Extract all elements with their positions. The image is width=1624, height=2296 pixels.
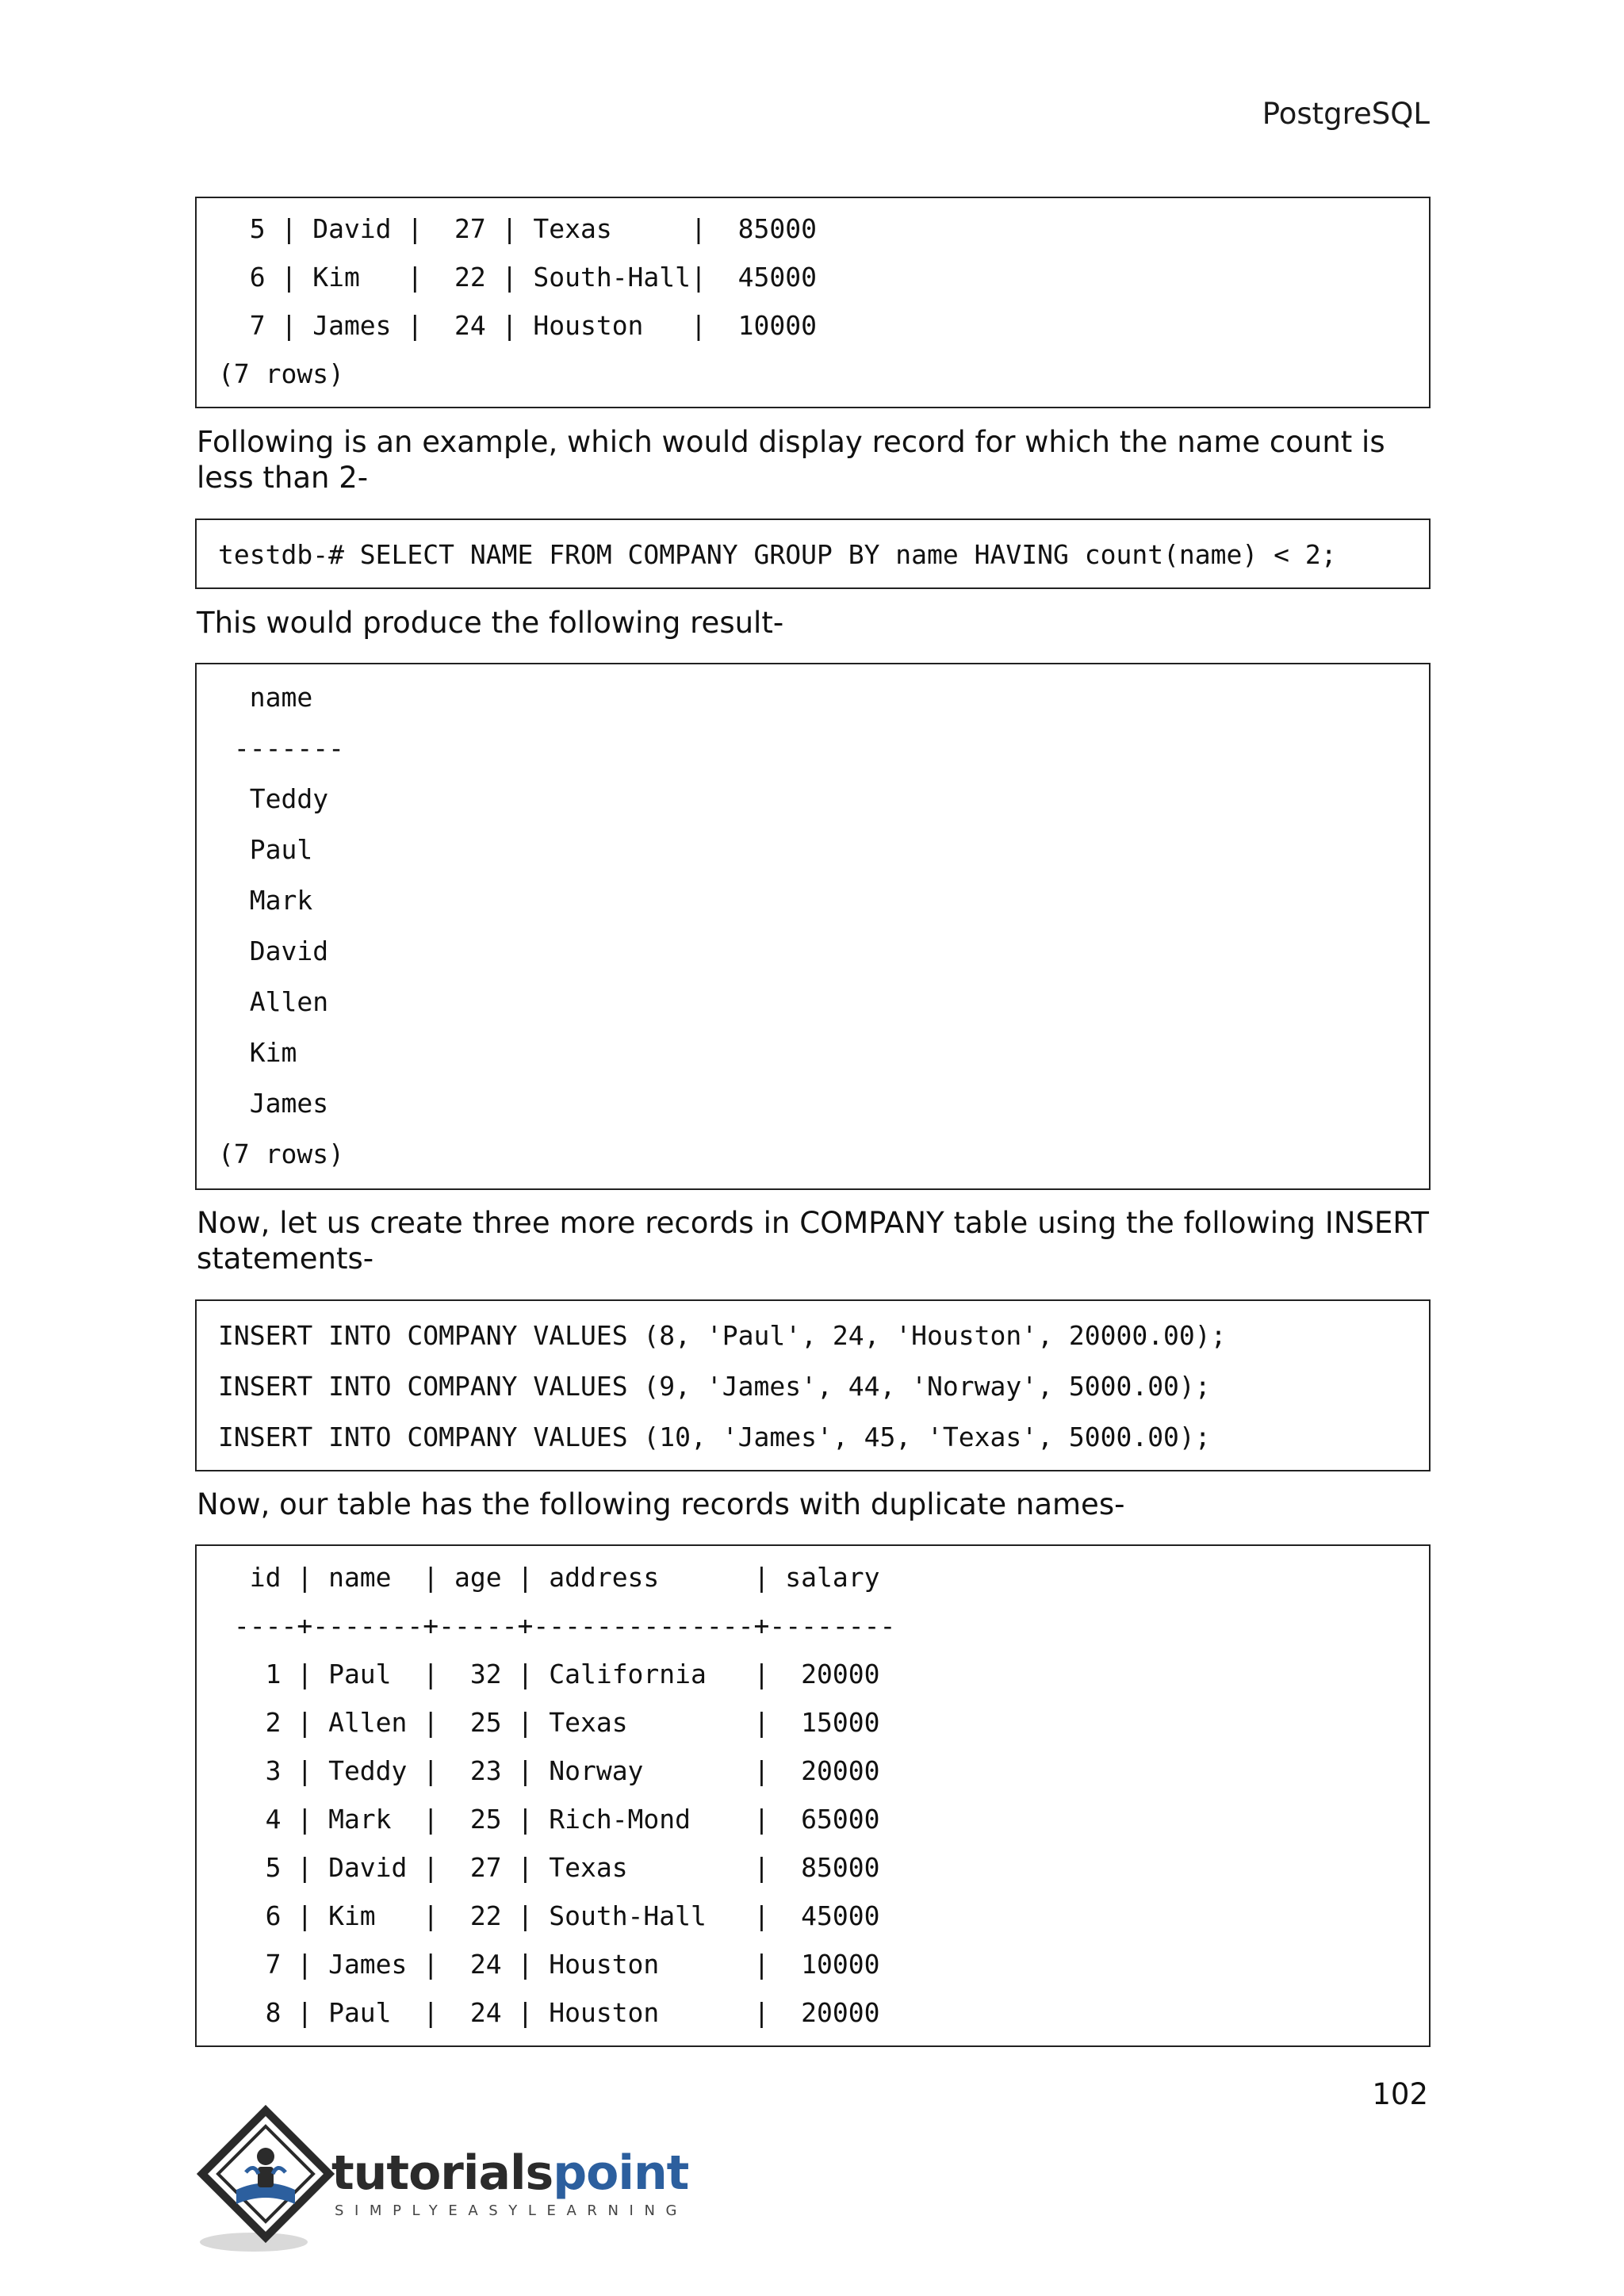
table-row: 5 | David | 27 | Texas | 85000 xyxy=(218,1852,880,1883)
paragraph-result-intro: This would produce the following result- xyxy=(197,606,784,640)
code-line: David xyxy=(218,936,329,966)
code-line: ------- xyxy=(218,733,344,763)
records-table-block xyxy=(195,1544,1431,2047)
code-line: (7 rows) xyxy=(218,1138,344,1169)
tutorialspoint-logo xyxy=(190,2101,689,2260)
logo-wordmark xyxy=(331,2145,688,2201)
logo-word-point: point xyxy=(553,2145,689,2201)
table-row: 6 | Kim | 22 | South-Hall | 45000 xyxy=(218,1900,880,1931)
table-row: 8 | Paul | 24 | Houston | 20000 xyxy=(218,1997,880,2028)
table-row: 1 | Paul | 32 | California | 20000 xyxy=(218,1659,880,1689)
code-line: INSERT INTO COMPANY VALUES (10, 'James', 45, 'Texas', 5000.00); xyxy=(218,1422,1211,1452)
code-line: 7 | James | 24 | Houston | 10000 xyxy=(218,310,817,341)
code-line: Allen xyxy=(218,986,329,1017)
logo-word-tutorials: tutorials xyxy=(331,2145,553,2201)
tutorialspoint-logo-icon xyxy=(190,2101,349,2260)
code-line: 6 | Kim | 22 | South-Hall| 45000 xyxy=(218,262,817,293)
code-line: 5 | David | 27 | Texas | 85000 xyxy=(218,213,817,244)
having-query-block xyxy=(195,519,1431,589)
table-row: 7 | James | 24 | Houston | 10000 xyxy=(218,1949,880,1980)
table-row: 3 | Teddy | 23 | Norway | 20000 xyxy=(218,1755,880,1786)
table-separator: ----+-------+-----+--------------+-------- xyxy=(218,1610,896,1641)
page-header-title: PostgreSQL xyxy=(1262,97,1430,131)
code-line: Mark xyxy=(218,885,313,916)
paragraph-duplicates-intro: Now, our table has the following records with duplicate names- xyxy=(197,1487,1125,1521)
result-continued-block xyxy=(195,197,1431,408)
paragraph-having-intro: Following is an example, which would display record for which the name count is less than 2- xyxy=(197,425,1385,495)
code-line: testdb-# SELECT NAME FROM COMPANY GROUP BY name HAVING count(name) < 2; xyxy=(218,539,1337,570)
table-row: 4 | Mark | 25 | Rich-Mond | 65000 xyxy=(218,1804,880,1835)
names-result-block xyxy=(195,663,1431,1190)
code-line: name xyxy=(218,682,313,713)
logo-tagline: SIMPLYEASYLEARNING xyxy=(335,2202,688,2219)
insert-statements-block xyxy=(195,1299,1431,1471)
code-line: INSERT INTO COMPANY VALUES (9, 'James', 44, 'Norway', 5000.00); xyxy=(218,1371,1211,1402)
code-line: (7 rows) xyxy=(218,358,344,389)
table-header-row: id | name | age | address | salary xyxy=(218,1562,880,1593)
code-line: James xyxy=(218,1088,329,1119)
page-number: 102 xyxy=(1372,2077,1428,2111)
code-line: Paul xyxy=(218,834,313,865)
paragraph-insert-intro: Now, let us create three more records in COMPANY table using the following INSERT statements- xyxy=(197,1206,1429,1276)
code-line: Teddy xyxy=(218,783,329,814)
code-line: INSERT INTO COMPANY VALUES (8, 'Paul', 24, 'Houston', 20000.00); xyxy=(218,1320,1227,1351)
table-row: 2 | Allen | 25 | Texas | 15000 xyxy=(218,1707,880,1738)
code-line: Kim xyxy=(218,1037,297,1068)
